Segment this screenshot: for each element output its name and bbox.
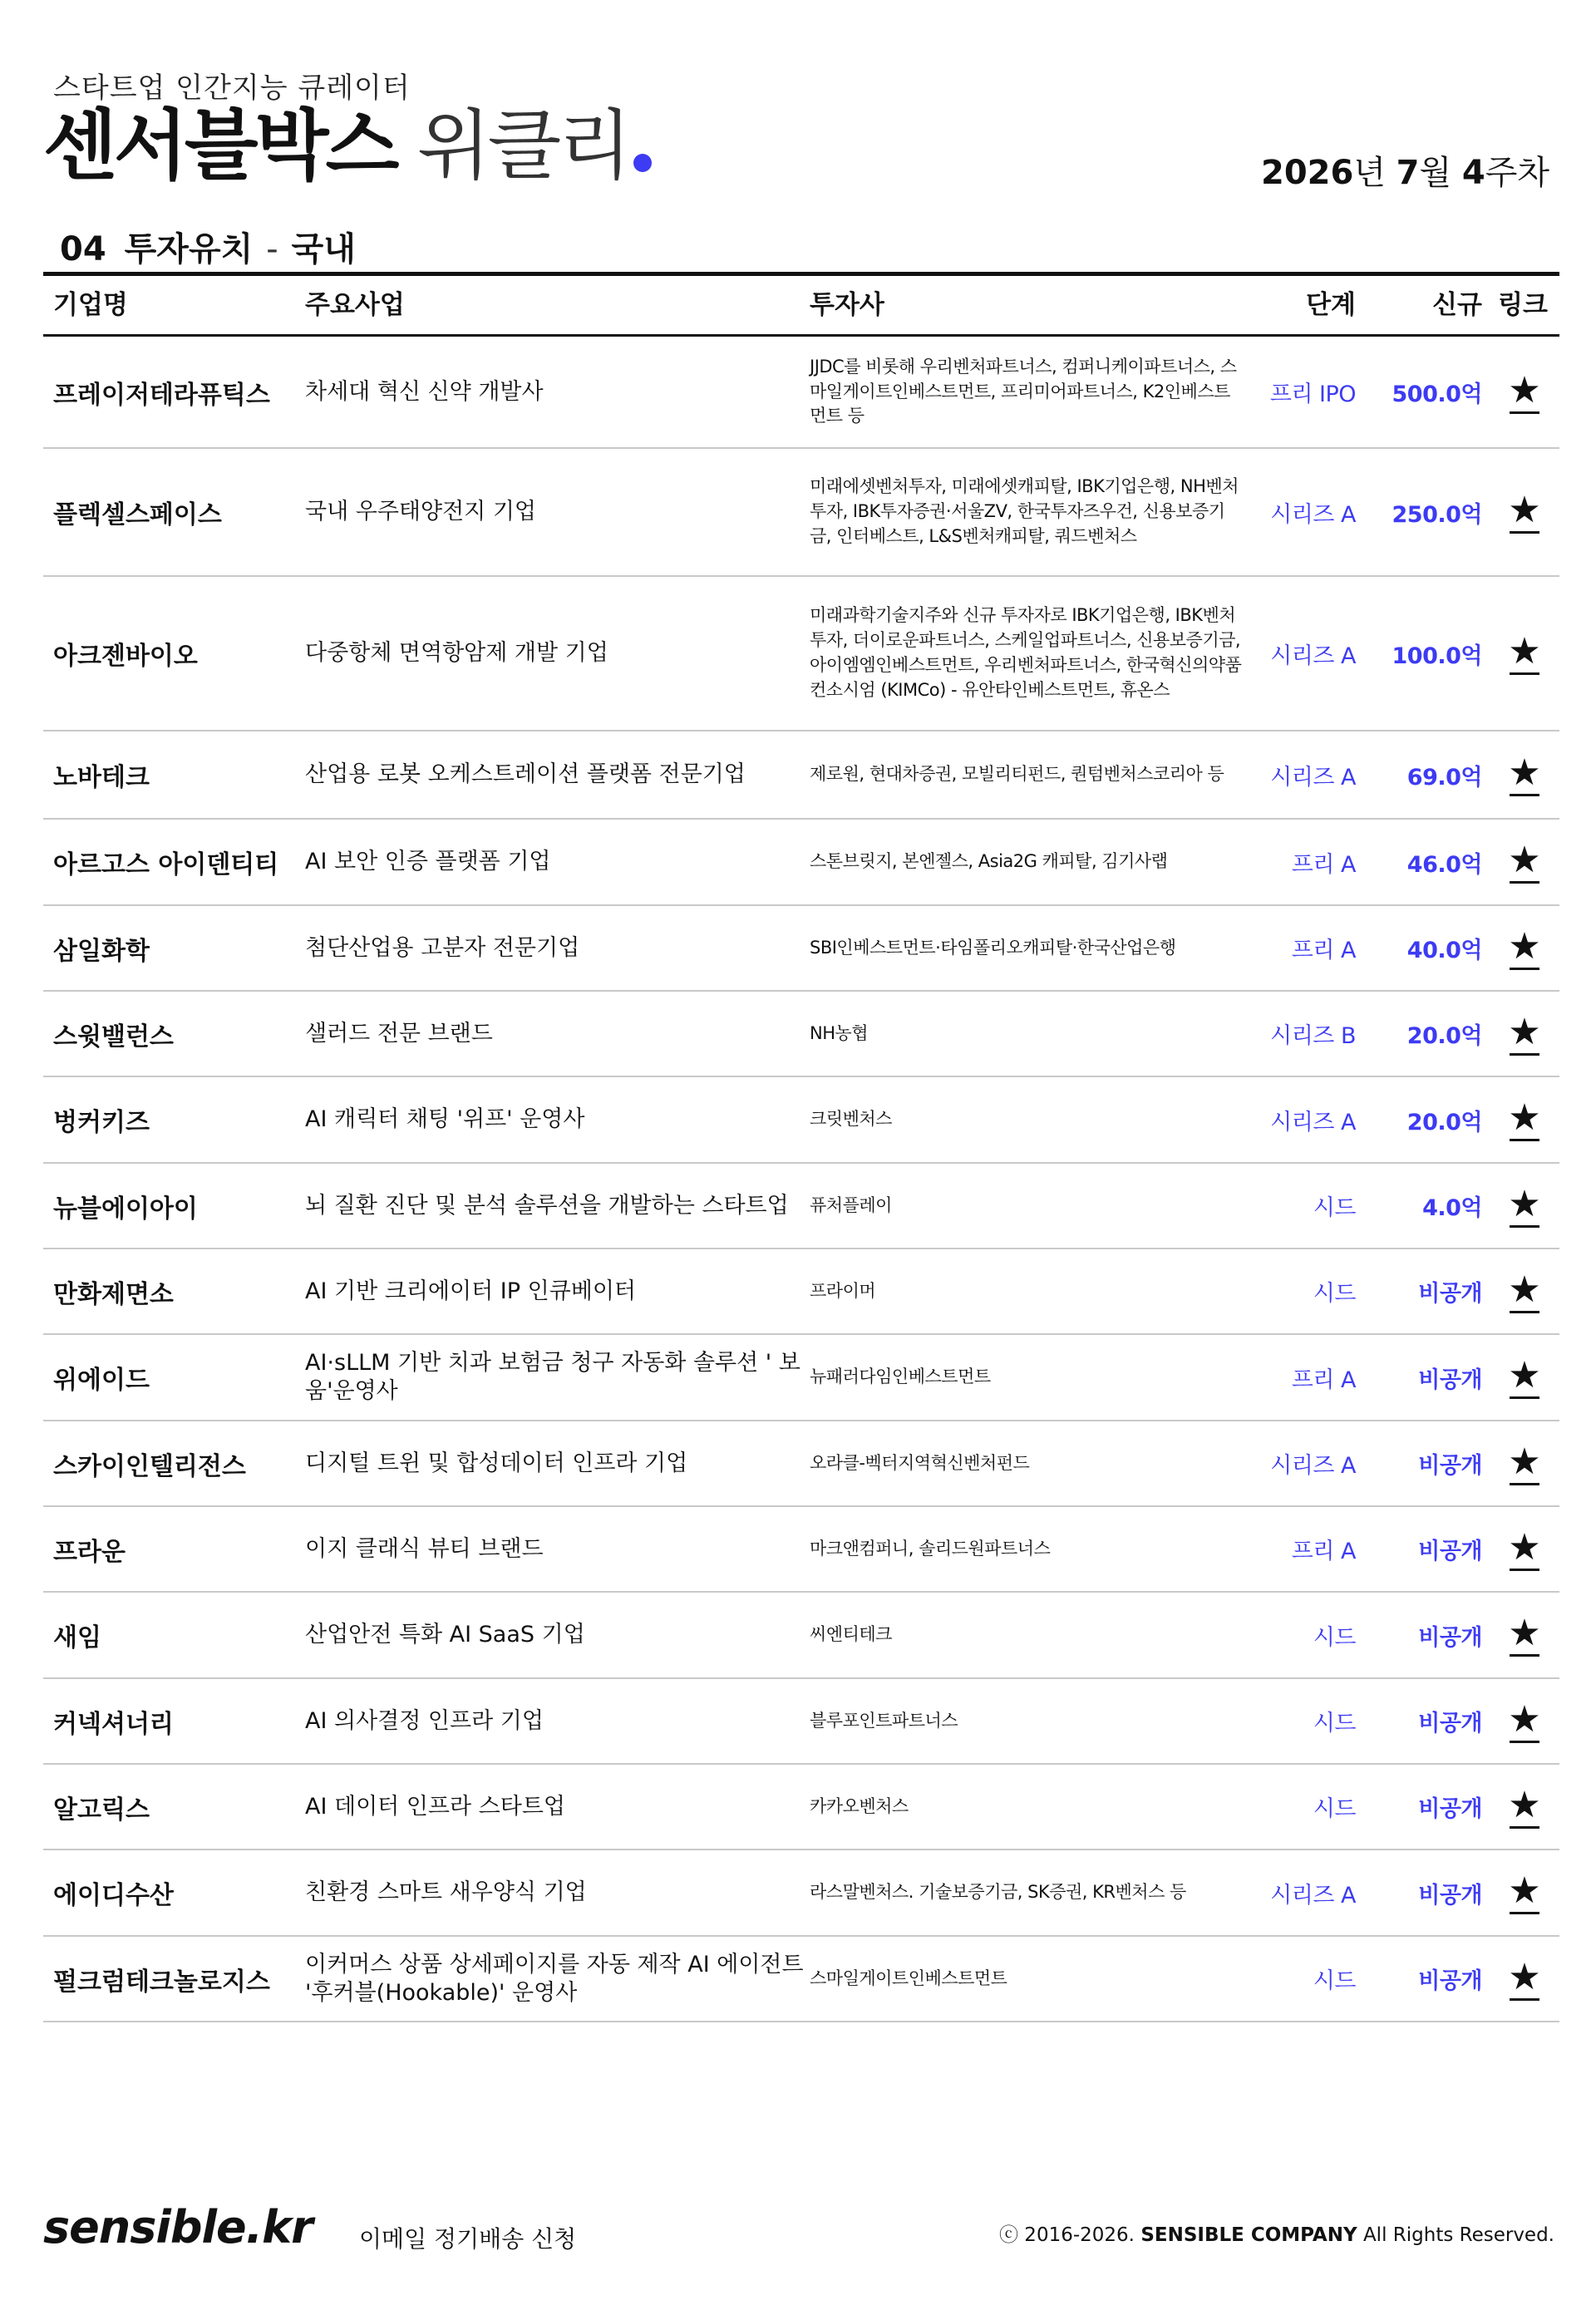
link-cell[interactable] <box>1501 820 1548 904</box>
company-name: 노바테크 <box>53 763 150 792</box>
stage-label: 시드 <box>1313 1195 1356 1221</box>
column-header-amount: 신규 <box>1432 290 1482 320</box>
star-icon[interactable]: ★ <box>1508 368 1541 411</box>
section-subtitle: 국내 <box>291 230 356 268</box>
investors-list: 오라클-벡터지역혁신벤처펀드 <box>810 1452 1030 1473</box>
investment-table <box>43 272 1559 2022</box>
business-desc: 디지털 트윈 및 합성데이터 인프라 기업 <box>305 1450 688 1476</box>
business-desc: 이지 클래식 뷰티 브랜드 <box>305 1535 544 1562</box>
business-desc: 이커머스 상품 상세페이지를 자동 제작 AI 에이전트 '후커블(Hookable)' 운영사 <box>305 1951 804 2006</box>
issue-week: 4 <box>1461 154 1485 192</box>
investors-list: 스톤브릿지, 본엔젤스, Asia2G 캐피탈, 김기사랩 <box>810 851 1168 872</box>
company-name: 벙커키즈 <box>53 1108 150 1137</box>
star-icon[interactable]: ★ <box>1508 751 1541 794</box>
amount-value: 비공개 <box>1418 1796 1482 1822</box>
star-icon[interactable]: ★ <box>1508 1783 1541 1826</box>
link-cell[interactable] <box>1501 1164 1548 1248</box>
stage-label: 시리즈 A <box>1270 1882 1356 1909</box>
link-cell[interactable] <box>1501 1679 1548 1763</box>
company-name: 아크젠바이오 <box>53 642 198 671</box>
star-icon[interactable]: ★ <box>1508 1096 1541 1139</box>
amount-value: 69.0억 <box>1406 764 1482 790</box>
amount-value: 비공개 <box>1418 1624 1482 1651</box>
investors-list: SBI인베스트먼트·타임폴리오캐피탈·한국산업은행 <box>810 937 1176 958</box>
table-row <box>43 820 1559 906</box>
star-icon[interactable]: ★ <box>1508 1440 1541 1483</box>
link-cell[interactable] <box>1501 1335 1548 1420</box>
investors-list: 마크앤컴퍼니, 솔리드원파트너스 <box>810 1538 1051 1559</box>
amount-value: 20.0억 <box>1406 1109 1482 1135</box>
company-name: 아르고스 아이덴티티 <box>53 850 279 879</box>
link-cell[interactable] <box>1501 1249 1548 1333</box>
column-header-company: 기업명 <box>53 290 128 320</box>
table-row <box>43 1077 1559 1164</box>
business-desc: 차세대 혁신 신약 개발사 <box>305 378 544 405</box>
subscribe-link[interactable]: 이메일 정기배송 신청 <box>359 2225 577 2253</box>
section-number: 04 <box>60 230 106 268</box>
brand-bold: 센서블박스 <box>43 101 397 190</box>
stage-label: 시리즈 A <box>1270 501 1356 528</box>
company-name: 펄크럼테크놀로지스 <box>53 1967 270 1997</box>
amount-value: 비공개 <box>1418 1882 1482 1909</box>
stage-label: 시드 <box>1313 1796 1356 1822</box>
star-icon[interactable]: ★ <box>1508 1525 1541 1569</box>
star-icon[interactable]: ★ <box>1508 1010 1541 1053</box>
investors-list: JJDC를 비롯해 우리벤처파트너스, 컴퍼니케이파트너스, 스마일게이트인베스트먼트, 프리미어파트너스, K2인베스트먼트 등 <box>810 356 1237 426</box>
business-desc: 국내 우주태양전지 기업 <box>305 499 536 525</box>
table-row <box>43 1937 1559 2022</box>
link-cell[interactable] <box>1501 1765 1548 1849</box>
company-name: 플렉셀스페이스 <box>53 500 222 529</box>
company-name: 스윗밸런스 <box>53 1022 174 1052</box>
business-desc: AI 기반 크리에이터 IP 인큐베이터 <box>305 1278 636 1304</box>
amount-value: 비공개 <box>1418 1968 1482 1994</box>
business-desc: AI 의사결정 인프라 기업 <box>305 1707 544 1734</box>
section-heading <box>60 223 356 270</box>
table-row <box>43 1679 1559 1765</box>
footer-logo[interactable]: sensible.kr <box>43 2201 313 2253</box>
amount-value: 40.0억 <box>1406 938 1482 963</box>
link-cell[interactable] <box>1501 1077 1548 1162</box>
table-row <box>43 992 1559 1077</box>
business-desc: AI 보안 인증 플랫폼 기업 <box>305 849 551 875</box>
investors-list: 스마일게이트인베스트먼트 <box>810 1968 1007 1988</box>
amount-value: 비공개 <box>1418 1453 1482 1479</box>
stage-label: 시리즈 A <box>1270 764 1356 790</box>
star-icon[interactable]: ★ <box>1508 1697 1541 1741</box>
stage-label: 시드 <box>1313 1968 1356 1994</box>
issue-year: 2026 <box>1260 154 1354 192</box>
company-name: 알고릭스 <box>53 1795 150 1825</box>
investors-list: 라스말벤처스. 기술보증기금, SK증권, KR벤처스 등 <box>810 1882 1186 1903</box>
table-row <box>43 1164 1559 1249</box>
business-desc: AI·sLLM 기반 치과 보험금 청구 자동화 솔루션 ' 보움'운영사 <box>305 1350 800 1404</box>
company-name: 뉴블에이아이 <box>53 1194 198 1224</box>
company-name: 삼일화학 <box>53 936 150 966</box>
table-row <box>43 1593 1559 1679</box>
table-row <box>43 731 1559 820</box>
stage-label: 시리즈 B <box>1270 1023 1356 1049</box>
company-name: 커넥셔너리 <box>53 1709 174 1739</box>
investors-list: 카카오벤처스 <box>810 1795 909 1816</box>
stage-label: 시리즈 A <box>1270 1109 1356 1135</box>
table-row <box>43 906 1559 992</box>
link-cell[interactable] <box>1501 1507 1548 1591</box>
table-row <box>43 1421 1559 1507</box>
issue-month: 7 <box>1396 154 1420 192</box>
business-desc: AI 캐릭터 채팅 '위프' 운영사 <box>305 1106 585 1133</box>
amount-value: 100.0억 <box>1392 643 1482 669</box>
business-desc: 첨단산업용 고분자 전문기업 <box>305 934 580 961</box>
column-header-investors: 투자사 <box>810 290 884 320</box>
issue-week-suffix: 주차 <box>1485 154 1549 192</box>
business-desc: 다중항체 면역항암제 개발 기업 <box>305 640 608 667</box>
link-cell[interactable] <box>1501 992 1548 1076</box>
company-name: 스카이인텔리전스 <box>53 1451 246 1481</box>
header-subtitle: 스타트업 인간지능 큐레이터 <box>53 71 411 105</box>
column-header-business: 주요사업 <box>305 290 405 320</box>
company-name: 프레이저테라퓨틱스 <box>53 380 270 410</box>
table-row <box>43 1507 1559 1593</box>
stage-label: 시리즈 A <box>1270 643 1356 669</box>
link-cell[interactable] <box>1501 906 1548 990</box>
link-cell[interactable] <box>1501 337 1548 447</box>
section-separator: - <box>266 230 278 268</box>
investors-list: 크릿벤처스 <box>810 1109 892 1130</box>
business-desc: AI 데이터 인프라 스타트업 <box>305 1793 566 1820</box>
table-row <box>43 449 1559 577</box>
amount-value: 500.0억 <box>1392 382 1482 407</box>
link-cell[interactable] <box>1501 1937 1548 2021</box>
star-icon[interactable]: ★ <box>1508 1268 1541 1311</box>
business-desc: 샐러드 전문 브랜드 <box>305 1020 493 1047</box>
investors-list: 미래에셋벤처투자, 미래에셋캐피탈, IBK기업은행, NH벤처투자, IBK투자증권·서울ZV, 한국투자즈우건, 신용보증기금, 인터베스트, L&S벤처캐피탈, 쿼드벤처스 <box>810 476 1239 546</box>
investors-list: 프라이머 <box>810 1280 876 1301</box>
brand-light: 위클리 <box>396 101 629 190</box>
issue-date <box>1261 146 1549 194</box>
amount-value: 비공개 <box>1418 1711 1482 1736</box>
star-icon[interactable]: ★ <box>1508 1955 1541 1998</box>
copyright <box>999 2219 1554 2247</box>
star-icon[interactable]: ★ <box>1508 1182 1541 1225</box>
issue-month-suffix: 월 <box>1419 154 1462 192</box>
business-desc: 친환경 스마트 새우양식 기업 <box>305 1879 587 1906</box>
stage-label: 시드 <box>1313 1624 1356 1651</box>
link-cell[interactable] <box>1501 1850 1548 1935</box>
stage-label: 시리즈 A <box>1270 1453 1356 1479</box>
investors-list: 씨엔티테크 <box>810 1624 892 1645</box>
copyright-rights: All Rights Reserved. <box>1357 2224 1554 2246</box>
stage-label: 프리 A <box>1291 851 1356 878</box>
table-row <box>43 577 1559 731</box>
section-title: 투자유치 <box>124 230 254 268</box>
stage-label: 프리 IPO <box>1269 382 1356 407</box>
investors-list: 미래과학기술지주와 신규 투자자로 IBK기업은행, IBK벤처투자, 더이로운파트너스, 스케일업파트너스, 신용보증기금, 아이엠엠인베스트먼트, 우리벤처파트너스, 한국혁신의약품컨소시엄 (KIMCo) - 유안타인베스트먼트, 휴온스 <box>810 605 1242 700</box>
amount-value: 46.0억 <box>1406 851 1482 878</box>
amount-value: 비공개 <box>1418 1367 1482 1393</box>
star-icon[interactable]: ★ <box>1508 489 1541 531</box>
table-row <box>43 1765 1559 1850</box>
amount-value: 비공개 <box>1418 1539 1482 1564</box>
amount-value: 250.0억 <box>1392 501 1482 528</box>
investors-list: 제로원, 현대차증권, 모빌리티펀드, 퀀텀벤처스코리아 등 <box>810 764 1224 785</box>
dot-icon <box>633 154 652 172</box>
stage-label: 프리 A <box>1291 938 1356 963</box>
column-header-stage: 단계 <box>1306 290 1356 320</box>
link-cell[interactable] <box>1501 449 1548 575</box>
star-icon[interactable]: ★ <box>1508 630 1541 672</box>
investors-list: 뉴패러다임인베스트먼트 <box>810 1367 991 1387</box>
investors-list: NH농협 <box>810 1022 869 1043</box>
brand-title <box>43 101 652 190</box>
amount-value: 4.0억 <box>1422 1195 1482 1221</box>
stage-label: 프리 A <box>1291 1367 1356 1393</box>
table-row <box>43 337 1559 449</box>
stage-label: 프리 A <box>1291 1539 1356 1564</box>
amount-value: 비공개 <box>1418 1281 1482 1307</box>
company-name: 에이디수산 <box>53 1881 174 1910</box>
stage-label: 시드 <box>1313 1711 1356 1736</box>
link-cell[interactable] <box>1501 1593 1548 1677</box>
star-icon[interactable]: ★ <box>1508 1354 1541 1396</box>
copyright-company: SENSIBLE COMPANY <box>1140 2224 1357 2246</box>
issue-year-suffix: 년 <box>1353 154 1396 192</box>
star-icon[interactable]: ★ <box>1508 1612 1541 1654</box>
column-header-link: 링크 <box>1498 290 1548 320</box>
business-desc: 산업안전 특화 AI SaaS 기업 <box>305 1622 585 1648</box>
company-name: 프라운 <box>53 1537 126 1567</box>
star-icon[interactable]: ★ <box>1508 924 1541 968</box>
link-cell[interactable] <box>1501 577 1548 730</box>
table-row <box>43 1249 1559 1335</box>
table-row <box>43 1850 1559 1937</box>
company-name: 새임 <box>53 1623 101 1652</box>
business-desc: 뇌 질환 진단 및 분석 솔루션을 개발하는 스타트업 <box>305 1192 789 1219</box>
company-name: 만화제면소 <box>53 1279 174 1309</box>
link-cell[interactable] <box>1501 1421 1548 1505</box>
table-header <box>43 272 1559 337</box>
copyright-prefix: ⓒ 2016-2026. <box>999 2224 1141 2246</box>
link-cell[interactable] <box>1501 731 1548 818</box>
investors-list: 블루포인트파트너스 <box>810 1710 958 1731</box>
company-name: 위에이드 <box>53 1366 150 1395</box>
stage-label: 시드 <box>1313 1281 1356 1307</box>
table-row <box>43 1335 1559 1421</box>
star-icon[interactable]: ★ <box>1508 1869 1541 1912</box>
amount-value: 20.0억 <box>1406 1023 1482 1049</box>
investors-list: 퓨처플레이 <box>810 1194 892 1215</box>
business-desc: 산업용 로봇 오케스트레이션 플랫폼 전문기업 <box>305 761 746 788</box>
star-icon[interactable]: ★ <box>1508 839 1541 881</box>
